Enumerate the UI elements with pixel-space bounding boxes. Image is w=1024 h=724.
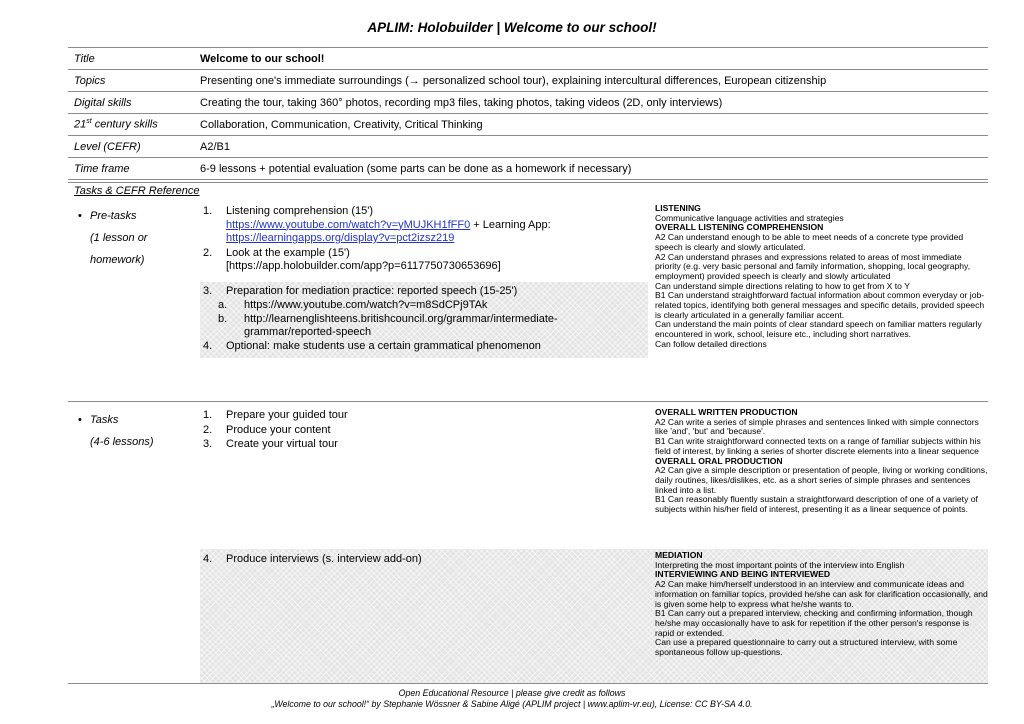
row-value: Presenting one's immediate surroundings (→ personalized school tour), explaining intercultural differences, European citizenship bbox=[200, 74, 827, 87]
row-label: Title bbox=[74, 52, 95, 65]
list-item-text: Listening comprehension (15') bbox=[226, 205, 374, 217]
bullet-icon: • bbox=[78, 210, 82, 222]
list-number: 4. bbox=[203, 553, 213, 565]
cefr-line: A2 Can make him/herself understood in an interview and communicate ideas and information on familiar topics, provided he/she can ask for clarification occasionally, and is given some help to express what he/she wants to. bbox=[655, 579, 988, 609]
tasks-label-cell bbox=[68, 402, 200, 549]
row-value: A2/B1 bbox=[200, 140, 230, 153]
tasks-list bbox=[200, 402, 655, 549]
tasks-label-duration: (4-6 lessons) bbox=[90, 436, 154, 448]
list-item bbox=[200, 424, 655, 438]
row-label-text: century skills bbox=[91, 118, 158, 131]
row-label: Level (CEFR) bbox=[74, 140, 141, 153]
list-number: 3. bbox=[203, 438, 213, 450]
tasks-row bbox=[68, 401, 988, 683]
table-row-topics bbox=[68, 69, 988, 91]
list-item-text: Optional: make students use a certain grammatical phenomenon bbox=[226, 339, 541, 352]
youtube-reported-speech-url: https://www.youtube.com/watch?v=m8SdCPj9TAk bbox=[244, 299, 488, 311]
list-number: 4. bbox=[203, 339, 213, 352]
holobuilder-example-url: [https://app.holobuilder.com/app?p=6117750730653696] bbox=[226, 260, 501, 272]
list-item bbox=[200, 438, 655, 452]
list-item bbox=[200, 340, 648, 354]
cefr-line: A2 Can understand enough to be able to meet needs of a concrete type provided speech is clearly and slowly articulated. bbox=[655, 232, 964, 252]
cefr-line: B1 Can reasonably fluently sustain a straightforward description of one of a variety of subjects within his/her field of interest, presenting it as a linear sequence of points. bbox=[655, 494, 978, 515]
row-label: Digital skills bbox=[74, 96, 132, 109]
row-label: Topics bbox=[74, 74, 106, 87]
sub-list-item bbox=[200, 299, 648, 313]
list-number: 2. bbox=[203, 423, 213, 436]
cefr-line: MEDIATION bbox=[655, 550, 703, 560]
interview-addon-block bbox=[200, 549, 988, 683]
table-row-digital-skills bbox=[68, 91, 988, 113]
list-item-text: + Learning App: bbox=[470, 218, 551, 231]
row-value: 6-9 lessons + potential evaluation (some parts can be done as a homework if necessary) bbox=[200, 162, 632, 175]
list-item bbox=[200, 409, 655, 423]
list-number: 1. bbox=[203, 205, 213, 217]
pretasks-label-duration: (1 lesson or homework) bbox=[90, 232, 148, 266]
table-row-title bbox=[68, 47, 988, 69]
tasks-label bbox=[90, 409, 190, 549]
footer-line2: „Welcome to our school!“ by Stephanie Wössner & Sabine Aligé (APLIM project | www.aplim-vr.eu), License: CC BY-SA 4.0. bbox=[271, 699, 753, 709]
section-header-tasks-cefr bbox=[68, 179, 988, 198]
table-row-time-frame bbox=[68, 157, 988, 179]
footer-line1: Open Educational Resource | please give credit as follows bbox=[398, 688, 626, 698]
learningapps-link[interactable]: https://learningapps.org/display?v=pct2izsz219 bbox=[226, 232, 455, 244]
cefr-line: Can understand simple directions relating to how to get from X to Y bbox=[655, 280, 910, 291]
list-item-text: Preparation for mediation practice: reported speech (15-25') bbox=[226, 284, 518, 297]
sub-list-letter: b. bbox=[218, 312, 228, 325]
list-item-text: Look at the example (15') bbox=[226, 246, 350, 259]
row-value: Creating the tour, taking 360° photos, recording mp3 files, taking photos, taking videos (2D, only interviews) bbox=[200, 96, 723, 109]
list-number: 2. bbox=[203, 246, 213, 259]
pretasks-row bbox=[68, 198, 988, 401]
pretasks-label-cell bbox=[68, 198, 200, 401]
cefr-line: Communicative language activities and strategies bbox=[655, 212, 844, 223]
list-item bbox=[200, 247, 655, 274]
row-value: Welcome to our school! bbox=[200, 52, 325, 65]
sub-list-item bbox=[200, 313, 648, 340]
cefr-line: OVERALL WRITTEN PRODUCTION bbox=[655, 407, 798, 417]
cefr-line: Interpreting the most important points of the interview into English bbox=[655, 559, 905, 570]
list-number: 3. bbox=[203, 284, 213, 297]
pretasks-label bbox=[90, 205, 190, 401]
table-row-level-cefr bbox=[68, 135, 988, 157]
list-item bbox=[200, 285, 648, 299]
youtube-listening-link[interactable]: https://www.youtube.com/watch?v=yMUJKH1fFF0 bbox=[226, 218, 471, 231]
cefr-line: INTERVIEWING AND BEING INTERVIEWED bbox=[655, 569, 831, 580]
britishcouncil-grammar-url: http://learnenglishteens.britishcouncil.org/grammar/intermediate-grammar/reported-speech bbox=[244, 312, 558, 338]
pretasks-list bbox=[200, 198, 655, 401]
optional-pretasks-block bbox=[200, 282, 648, 359]
cefr-line: LISTENING bbox=[655, 203, 701, 213]
lesson-plan-table bbox=[68, 47, 988, 684]
cefr-mediation-panel bbox=[655, 549, 988, 683]
tasks-label-title: Tasks bbox=[90, 414, 119, 426]
cefr-line: B1 Can understand straightforward factual information about common everyday or job-related topics, identifying both general messages and specific details, provided speech is clearly articulated in a generally familiar accent. bbox=[655, 290, 985, 320]
cefr-line: A2 Can write a series of simple phrases and sentences linked with simple connectors like 'and', 'but' and 'because'. bbox=[655, 416, 979, 437]
row-label-superscript: st bbox=[86, 118, 92, 126]
list-item-text: Create your virtual tour bbox=[226, 438, 338, 450]
list-number: 1. bbox=[203, 409, 213, 421]
cefr-line: A2 Can understand phrases and expressions related to areas of most immediate priority (e.g. very basic personal and family information, shopping, local geography, employment) provided speech is clearly and slowly articulated bbox=[655, 251, 971, 281]
cefr-line: A2 Can give a simple description or presentation of people, living or working conditions, daily routines, likes/dislikes, etc. as a short series of simple phrases and sentences linked into a list. bbox=[655, 465, 988, 495]
row-value: Collaboration, Communication, Creativity, Critical Thinking bbox=[200, 118, 483, 131]
cefr-production-panel bbox=[655, 402, 988, 549]
list-item-text: Prepare your guided tour bbox=[226, 409, 348, 421]
cefr-line: Can understand the main points of clear standard speech on familiar matters regularly encountered in work, school, leisure etc., including short narratives. bbox=[655, 319, 982, 340]
row-label bbox=[68, 118, 200, 131]
cefr-line: OVERALL ORAL PRODUCTION bbox=[655, 455, 783, 466]
list-item bbox=[200, 205, 655, 246]
cefr-line: Can use a prepared questionnaire to carry out a structured interview, with some spontaneous follow up-questions. bbox=[655, 637, 958, 658]
list-item-text: Produce your content bbox=[226, 423, 331, 436]
section-header-text: Tasks & CEFR Reference bbox=[74, 184, 200, 197]
list-item-text: Produce interviews (s. interview add-on) bbox=[226, 553, 422, 565]
row-label: Time frame bbox=[74, 162, 130, 175]
footer-credit bbox=[0, 688, 1024, 710]
bullet-icon: • bbox=[78, 414, 82, 426]
cefr-line: Can follow detailed directions bbox=[655, 338, 767, 349]
sub-list-letter: a. bbox=[218, 299, 228, 311]
doc-title: APLIM: Holobuilder | Welcome to our school! bbox=[367, 20, 657, 35]
cefr-line: B1 Can write straightforward connected texts on a range of familiar subjects within his field of interest, by linking a series of shorter discrete elements into a linear sequence bbox=[655, 436, 981, 456]
cefr-line: B1 Can carry out a prepared interview, checking and confirming information, though he/she may occasionally have to ask for repetition if the other person's response is rapid or extended. bbox=[655, 608, 973, 638]
cefr-line: OVERALL LISTENING COMPREHENSION bbox=[655, 222, 824, 233]
table-row-21st-century-skills bbox=[68, 113, 988, 135]
list-item bbox=[200, 553, 655, 567]
cefr-listening-panel bbox=[655, 198, 988, 401]
row-label-text: 21 bbox=[74, 118, 87, 131]
pretasks-label-title: Pre-tasks bbox=[90, 210, 137, 222]
